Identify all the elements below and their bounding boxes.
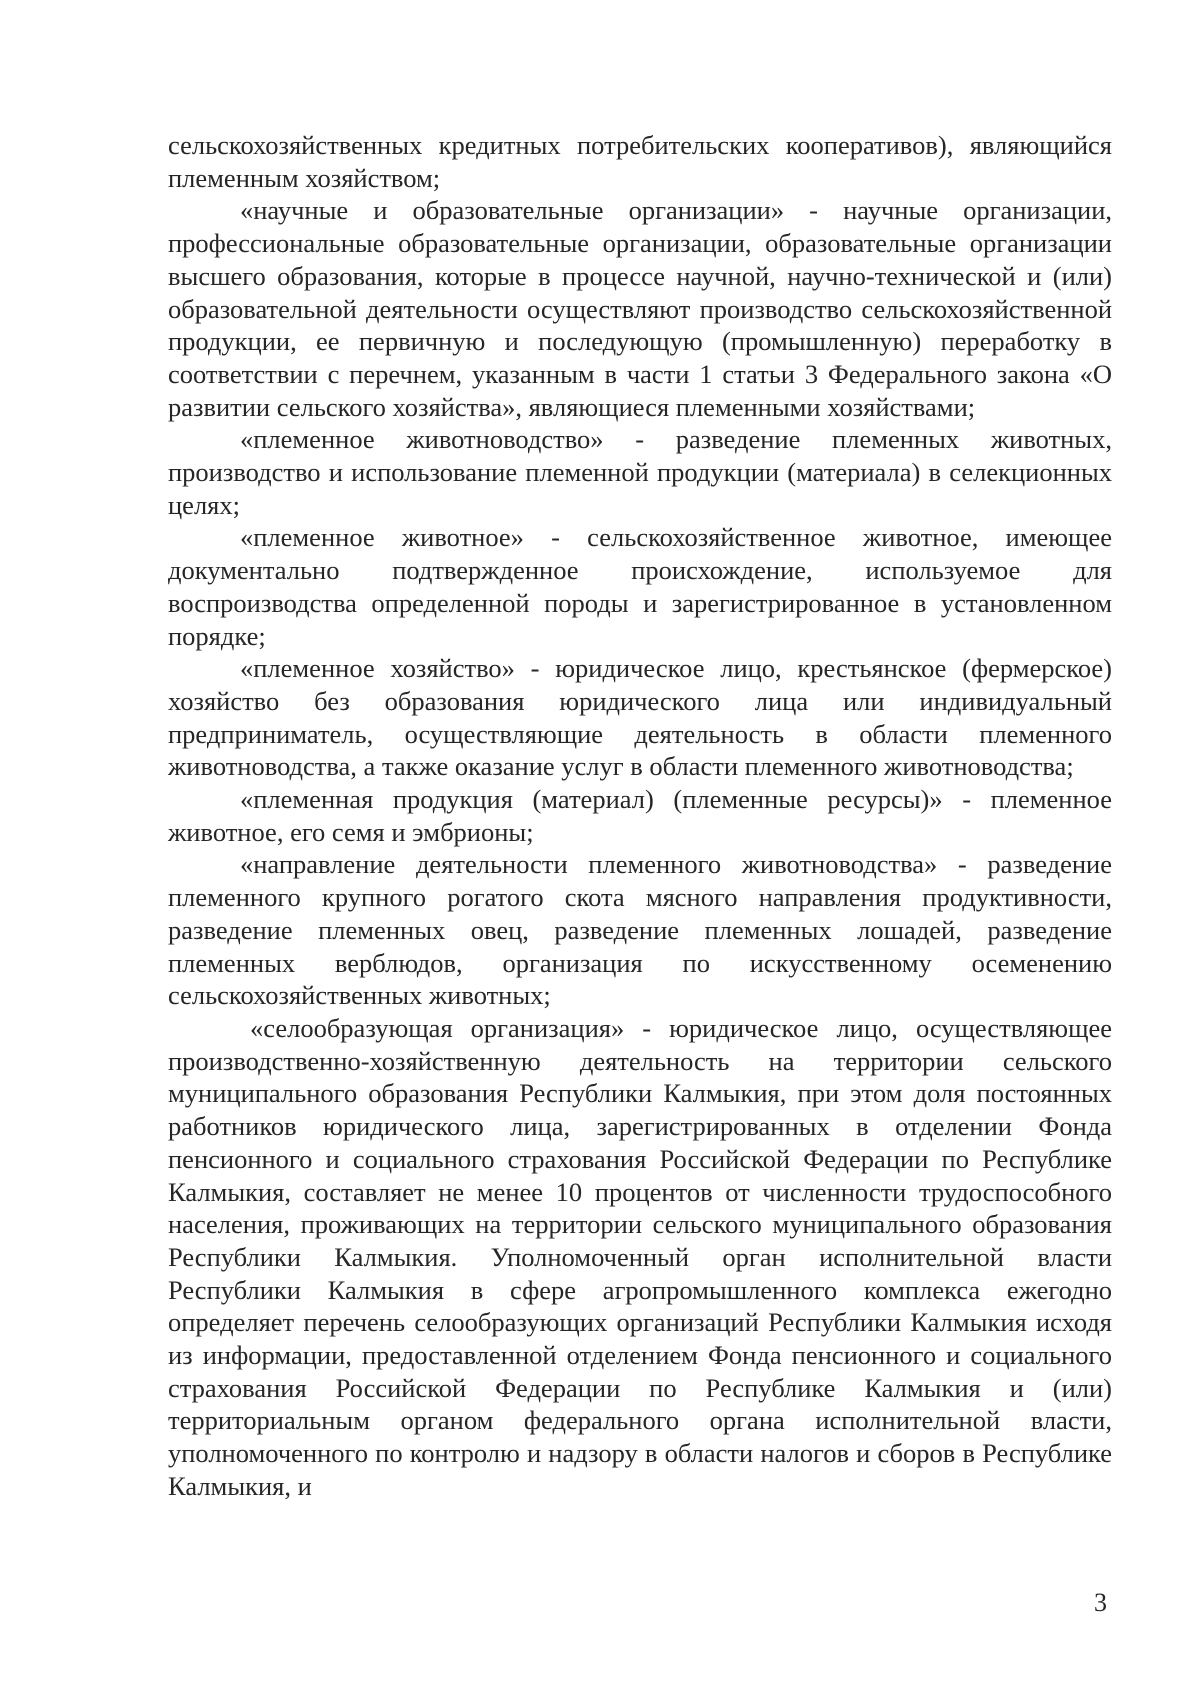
paragraph-definition-village-forming-org: «селообразующая организация» - юридическое лицо, осуществляющее производственно-хозяйственную деятельность на территории сельского муниципального образования Республики Калмыкия, при этом доля постоянных работников юридического лица, зарегистрированных в отделении Фонда пенсионного и социального страхования Российской Федерации по Республике Калмыкия, составляет не менее 10 процентов от численности трудоспособного населения, проживающих на территории сельского муниципального образования Республики Калмыкия. Уполномоченный орган исполнительной власти Республики Калмыкия в сфере агропромышленного комплекса ежегодно определяет перечень селообразующих организаций Республики Калмыкия исходя из информации, предоставленной отделением Фонда пенсионного и социального страхования Российской Федерации по Республике Калмыкия и (или) территориальным органом федерального органа исполнительной власти, уполномоченного по контролю и надзору в области налогов и сборов в Республике Калмыкия, и [168, 1012, 1112, 1501]
page-number: 3 [1094, 1588, 1107, 1617]
paragraph-definition-breeding-products: «племенная продукция (материал) (племенные ресурсы)» - племенное животное, его семя и эмбрионы; [168, 784, 1112, 847]
paragraph-definition-breeding-husbandry: «племенное животноводство» - разведение племенных животных, производство и использование племенной продукции (материала) в селекционных целях; [168, 424, 1112, 520]
document-page [168, 129, 1112, 1503]
paragraph-definition-breeding-animal: «племенное животное» - сельскохозяйственное животное, имеющее документально подтвержденное происхождение, используемое для воспроизводства определенной породы и зарегистрированное в установленном порядке; [168, 522, 1112, 651]
paragraph-definition-science-education-orgs: «научные и образовательные организации» - научные организации, профессиональные образовательные организации, образовательные организации высшего образования, которые в процессе научной, научно-технической и (или) образовательной деятельности осуществляют производство сельскохозяйственной продукции, ее первичную и последующую (промышленную) переработку в соответствии с перечнем, указанным в части 1 статьи 3 Федерального закона «О развитии сельского хозяйства», являющиеся племенными хозяйствами; [168, 195, 1112, 422]
paragraph-definition-breeding-activity-direction: «направление деятельности племенного животноводства» - разведение племенного крупного рогатого скота мясного направления продуктивности, разведение племенных овец, разведение племенных лошадей, разведение племенных верблюдов, организация по искусственному осеменению сельскохозяйственных животных; [168, 849, 1112, 1011]
paragraph-continuation: сельскохозяйственных кредитных потребительских кооперативов), являющийся племенным хозяйством; [168, 130, 1112, 193]
paragraph-definition-breeding-farm: «племенное хозяйство» - юридическое лицо, крестьянское (фермерское) хозяйство без образования юридического лица или индивидуальный предприниматель, осуществляющие деятельность в области племенного животноводства, а также оказание услуг в области племенного животноводства; [168, 653, 1112, 782]
